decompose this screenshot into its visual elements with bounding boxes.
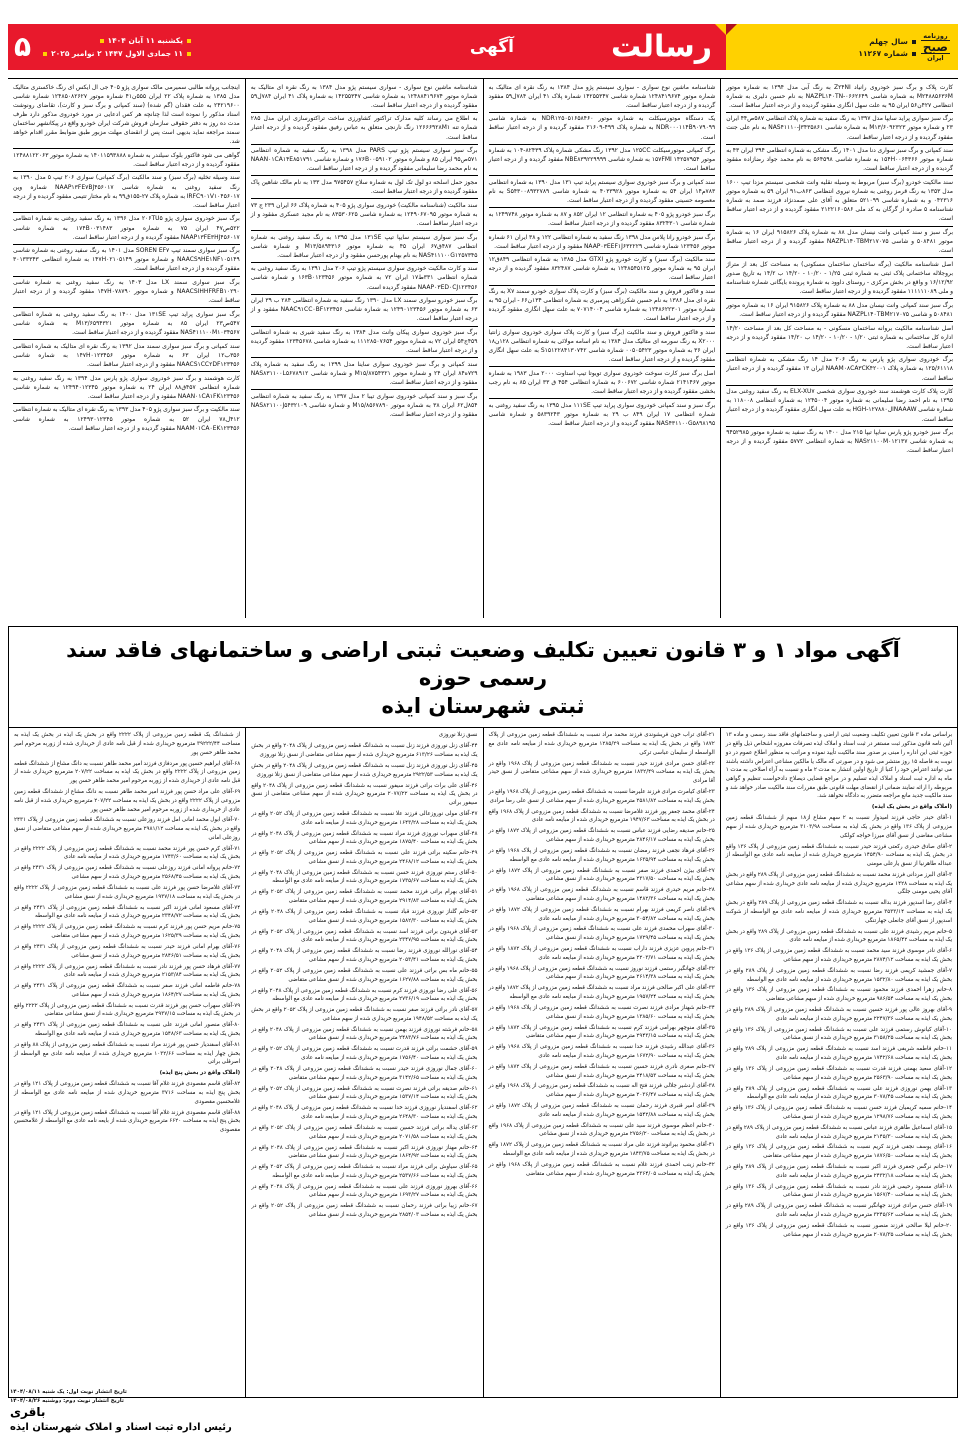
issue-line <box>858 49 915 58</box>
notice-entry: ۶۳-آقای یداله براتی فرزند حسین نسبت به ششدانگ قطعه زمین مزروعی از پلاک ۲۰۵۲ واقع در بخش یک ایذه به مساحت ۲۰۷۱/۵۸ مترمربع خریداری شده از سهم مشاعی <box>251 1124 478 1140</box>
notice-entry: ۵۲-خانم گلناز نوروزی فرزند قباد نسبت به ششدانگ قطعه زمین مزروعی از پلاک ۲۰۴۸ واقع در بخش یک ایذه به مساحت ۱۵۸۲/۳۰ مترمربع خریداری شده از نسق مشاعی <box>251 909 478 924</box>
corner-fold-icon <box>715 24 726 35</box>
notice-title <box>29 636 937 720</box>
square-bullet-icon <box>912 40 916 44</box>
classified-ad: برگ کمپانی موتورسیکلت ۱۲۵CC مدل ۱۳۹۲ رنگ مشکی شماره پلاک ۸۲۴۳۹-۱۰۴ به شماره موتور ۱۴۲۵۷۹۵۴ ۱۵۷FMI به شماره شاسی NBE۸۳۹۲۲۹۹۹۹ مفقود گردیده و از درجه اعتبار ساقط است. <box>489 145 716 177</box>
classified-ad: سند و فاکتور فروش و سند مالکیت (برگ سبز) و کارت پلاک سواری خودرو سمند X۷ به رنگ نقره ای مدل ۱۳۸۶ به نام حسین شکرزاهی پیرمبری به شماره انتظامی ۱۳۴ن۶۶ - ایران ۹۵ به شماره موتور ۱۲۴۸۶۲۲۳۰۱ به شماره شاسی ۷۰۷۱۴۰۰۴ به علت سهل انگاری مفقود گردیده و از درجه اعتبار ساقط است. <box>489 286 716 327</box>
notice-entry: ۶۱-خانم صدیقه براتی فرزند نصرت نسبت به ششدانگ قطعه زمین مزروعی از پلاک ۲۰۵۲ واقع در بخش یک ایذه به مساحت ۱۵۳۷/۱۴ مترمربع خریداری شده از نسق مشاعی <box>251 1085 478 1101</box>
notice-entry: ۳۴-خانم شهناز مرادی فرزند نصرت نسبت به ششدانگ قطعه زمین مزروعی از پلاک ۱۹۶۸ واقع در بخش یک ایذه به مساحت ۱۳۸۵/۶۰ مترمربع خریداری شده از نسق مشاعی <box>488 1004 715 1020</box>
section-title: آگهی <box>469 37 514 57</box>
classified-ads-section <box>8 78 958 618</box>
notice-entry: نسق زنلا نوروزی <box>438 732 478 739</box>
classified-ad: اصل شناسنامه مالکیت بروانه ساختمان مسکونی - به مساحت کل بعد از مساحت ۱۴/۲۰ اداره کل ساختمانی به شماره ثبتی ۱/۲۰ - ۱۰/۲۰ - ۱۴/۲۰ ب ۱۴/۲۰ مفقود گردیده و از درجه اعتبار ساقط است. <box>726 322 953 354</box>
date-lunar-gregorian: ۱۱ جمادی الاول ۱۴۴۷ ۲ نوامبر ۲۰۲۵ <box>51 49 183 58</box>
classified-ad: سند کمپانی و برگ سبز خودروی سواری سیستم پراید تیپ ۱۳۱ مدل ۱۳۹۰ به شماره انتظامی ۷۸۳م۱۴ ایران ۵۴ به شماره موتور ۴۰۳۳۹۲۸ به شماره شاسی S۵۴۳۰۰۸۹۳۲۷۸۹ به نام معصومه حسینی مفقود گردیده و از درجه اعتبار ساقط است. <box>489 176 716 208</box>
classified-ad: برگ سبز سواری پراید سایپا مدل ۱۳۹۷ به رنگ سفید به شماره پلاک انتظامی ۵۸۷ص۴۴ ایران ۲۳ و شماره موتور M۱۳/۶۰۹۲۳۲۳ به شماره شاسی NAS۴۱۱۱۰-J۳۴۳۵۸۶۱ به نام علی جنت مفقود گردیده و از درجه اعتبار ساقط است. <box>726 113 953 145</box>
notice-entry: براساس ماده ۳ قانون تعیین تکلیف وضعیت ثبتی اراضی و ساختمانهای فاقد سند رسمی و ماده ۱۳ آئین نامه قانون مذکور ثبت مستقر در ثبت اسناد و املاک ایذه تصرفات مفروزه اشخاص ذیل واقع در حوزه ثبتی این اداره را مبنی بر صدور سند مالکیت تأیید نموده و مراتب به منظور اطلاع عموم در دو نوبت به فاصله ۱۵ روز منتشر می شود و در صورتی که مالک یا مالکین مشاعی اعتراض داشته باشند می توانند اعتراض خود را کتبا از تاریخ اولین انتشار به مدت ۲ ماه و نسبت به آراء اصلاحی به مدت ۱ ماه به اداره ثبت اسناد و املاک ایذه تسلیم و در مراجع قضایی دیصلاح دادخواست تنظیم و گواهی مربوطه را ارائه نمایند ضمانی از انقضای مهلت قانونی طبق مقررات سند مالکیت صادر خواهد شد و سند مالکیت جدید مانع مراجعه متضرر به دادگاه نخواهد شد. <box>725 732 953 800</box>
notice-entry: ۲۲-آقای حسن مرادی فرزند حیدر نسبت به ششدانگ قطعه زمین مزروعی از پلاک ۱۹۶۸ واقع در بخش یک ایذه به مساحت ۱۸۳۲/۴۹ مترمربع خریداری شده از سهم مشاعی متقاضی از نسق حیدر آقا مرادی <box>488 760 715 785</box>
notice-entry: ۱۳-آقای بهمن نوروزی فرزند علی نسبت به ششدانگ قطعه زمین مزروعی از پلاک ۲۸۹ واقع در بخش یک ایذه به مساحت ۳۰۷۸/۴۵ مترمربع خریداری شده از مبایعه نامه عادی مع الواسطه <box>725 1085 952 1101</box>
notice-entry: ۶۰-آقای جمال نوروزی فرزند حیدر نسبت به ششدانگ قطعه زمین مزروعی از پلاک ۲۰۴۸ واقع در بخش یک ایذه به مساحت ۳۱۴۲/۶۵ مترمربع خریداری شده از سهم مشاعی متقاضی <box>251 1066 478 1081</box>
notice-entry: ۳۳-آقای علی اکبر صالحی فرزند مراد نسبت به ششدانگ قطعه زمین مزروعی از پلاک ۱۸۷۲ واقع در بخش یک ایذه به مساحت ۱۹۵۷/۲۴ مترمربع خریداری شده از مبایعه نامه عادی مع الواسطه <box>488 985 715 1001</box>
notice-entry: ۴۶-آقای علی برات براتی فرزند سیفور نسبت به ششدانگ قطعه زمین مزروعی از پلاک ۲۰۴۸ واقع در بخش یک ایذه به مساحت ۲۰۷۷/۲۲ مترمربع خریداری شده از سهم مشاعی متقاضی از نسق سیفور براتی <box>251 782 478 806</box>
masthead-title: رسالت <box>610 29 712 65</box>
classified-ad: کارت هوشمند و برگ سبز خودروی سواری پژو پارس مدل ۱۳۹۴ به رنگ سفید روغنی به شماره انتظامی ۴۵۷ق۸۸ ایران ۲۴ به شماره موتور ۱۲۴۹۴۰۱۲۳۴۵ به شماره شاسی NAAN۰۱CA۱FK۱۲۳۴۵۶ مفقود و از درجه اعتبار ساقط است. <box>13 372 240 404</box>
notice-entry: ۸۲-آقای قاسم مقصودی فرزند غلام آقا نسبت به ششدانگ قطعه زمین مزروعی از پلاک ۱۲۱ واقع در بخش پنج ایذه به مساحت ۳۷۱۶ مترمربع خریداری شده از مبایعه نامه عادی مع الواسطه از غلامحسین مقصودی <box>14 1081 241 1105</box>
notice-body <box>9 728 957 1397</box>
notice-entry: ۶۴-خانم مهناز نوروزی فرزند اکبر نسبت به ششدانگ قطعه زمین مزروعی از پلاک ۲۰۴۸ واقع در بخش یک ایذه به مساحت ۱۸۶۴/۹۲ مترمربع خریداری شده از نسق مشاعی متقاضی <box>251 1144 478 1160</box>
classified-ad: برگ سبز خودرو سواری سمند LX مدل ۱۳۹۰ رنگ سفید به شماره انتظامی ۲۸۴ ب ۳۹ ایران ۶۳ به شماره موتور ۱۲۴۹۰۱۲۳۴۵۶ به شماره شاسی NAAC۹۱CC۰BF۱۲۳۴۵۶ مفقود و از درجه اعتبار ساقط است. <box>251 295 478 327</box>
classified-ad: برگ سبز خودرو پژو ۴۰۵ به شماره انتظامی ۱۲ ایران ۸۵۲ و ۸۷ به شماره موتور ۱۲۴۹۷۴۸ به شماره شاسی ۸۳۲۴۳۰۱ مفقود گردیده و از درجه اعتبار ساقط است. <box>489 208 716 231</box>
brand-bottom-label: ایران <box>927 54 944 62</box>
notice-entry: ۵۱-آقای بهرام براتی فرزند محمد نسبت به ششدانگ قطعه زمین مزروعی از پلاک ۲۰۵۲ واقع در بخش یک ایذه به مساحت ۲۹۱۴/۸۳ مترمربع خریداری شده از سهم مشاعی متقاضی <box>251 889 478 905</box>
notice-entry: ۳۸-آقای اردشیر جلالی فرزند فتح اله نسبت به ششدانگ قطعه زمین مزروعی از پلاک ۱۹۶۸ واقع در بخش یک ایذه به مساحت ۲۰۳۶/۴۷ مترمربع خریداری شده از سهم مشاعی <box>488 1083 715 1099</box>
notice-entry: ۱۶-آقای یوسف نجفی فرزند کریم نسبت به ششدانگ قطعه زمین مزروعی از پلاک ۱۳۶ واقع در بخش یک ایذه به مساحت ۱۸۷۶/۵۰ مترمربع خریداری شده از سهم مشاعی متقاضی <box>725 1144 952 1160</box>
square-bullet-icon <box>187 52 191 56</box>
classified-ad: به اطلاع می رساند کلیه مدارک تراکتور کشاورزی ساخت تراکتورسازی ایران مدل ۲۸۵ شماره تنه ۱۲۶۶۶۹۲۸M۱ رنگ نارنجی متعلق به عباس رفیق مفقود گردیده و از درجه اعتبار ساقط است. <box>251 113 478 145</box>
notice-entry: ۳-آقای البرز مردانی فرزند محمد نسبت به ششدانگ قطعه زمین مزروعی از پلاک ۲۸۹ واقع در بخش یک ایذه به مساحت ۱۴۲۸ مترمربع خریداری شده از مبایعه نامه عادی خریداری شده از سهم مشاعی آقای یحیی مومنی جلگی <box>725 871 953 896</box>
classified-ad: کارت پلاک کارت هوشمند سند خودروی سواری شخصی ELX-XU۷ به رنگ سفید روغنی مدل ۱۳۹۵ به نام احمد رضا سلیمانی به شماره موتور ۱۲۴۵۰۰۴ به شماره انتظامی ۱۱۸۰۰۸ به شماره شاسی NAAAWالHGH-۱۲۷۸۸۰ به علت سهل انگاری مفقود گردیده و از درجه اعتبار ساقط است. <box>726 386 953 427</box>
masthead-date-group <box>14 24 195 70</box>
notice-entry: ۷۰-آقای ابول محمد امانی امل فرزند روزعلی نسبت به ششدانگ قطعه زمین مزروعی از پلاک ۲۴۳۱ واقع در بخش یک ایذه به مساحت ۲۹۸۱/۱۲ مترمربع خریداری شده از سهم مشاعی متقاضی از نسق روزعلی امانی <box>14 817 241 841</box>
notice-entry: ۷۳-آقای غلامرضا حسن پور فرزند علی نسبت به ششدانگ قطعه زمین مزروعی از پلاک ۲۲۲۲ واقع در بخش یک ایذه به مساحت ۱۹۳۷/۱۸ مترمربع خریداری شده از نسق مشاعی <box>14 885 241 900</box>
notice-entry: ۴۱-آقای محمود بیرانوند فرزند علی مراد نسبت به ششدانگ قطعه زمین مزروعی از پلاک ۱۸۷۲ واقع در بخش یک ایذه به مساحت ۱۸۴۳/۷۵ مترمربع خریداری شده از مبایعه نامه عادی مع الواسطه <box>488 1142 715 1158</box>
notice-entry: ۴۰-خانم اعظم موسوی فرزند سید علی نسبت به ششدانگ قطعه زمین مزروعی از پلاک ۱۹۶۸ واقع در بخش یک ایذه به مساحت ۲۷۵۶/۲۰ مترمربع خریداری شده از نسق مشاعی <box>488 1122 715 1138</box>
notice-entry: ۱۸-آقای مسعود رحیمی فرزند نادر نسبت به ششدانگ قطعه زمین مزروعی از پلاک ۱۳۶ واقع در بخش یک ایذه به مساحت ۱۵۶۷/۴۰ مترمربع خریداری شده از نسق مشاعی <box>725 1183 952 1199</box>
notice-entry: ۶۷-خانم زیبا براتی فرزند رحمان نسبت به ششدانگ قطعه زمین مزروعی از پلاک ۲۰۵۲ واقع در بخش یک ایذه به مساحت ۲۸۵۴/۰۳ مترمربع خریداری شده از نسق مشاعی <box>251 1203 478 1219</box>
classified-ad: سند کمپانی و برگ سبز سواری سمند مدل ۱۳۹۲ به رنگ نقره ای متالیک به شماره انتظامی ۳۵۶ب۱۲ ایران ۶۳ به شماره موتور ۱۴۷H۰۱۲۳۴۵۶ به شماره شاسی NAACS۱CC۲DF۱۲۳۴۵۶ مفقود و از درجه اعتبار ساقط است. <box>13 340 240 372</box>
notice-entry: ۷۵-خانم مریم حسن پور فرزند کرم نسبت به ششدانگ قطعه زمین مزروعی از پلاک ۲۲۲۲ واقع در بخش یک ایذه به مساحت ۱۶۲۵/۳۹ مترمربع خریداری شده از سهم مشاعی متقاضی <box>14 924 241 939</box>
notice-entry: ۳۲-آقای جهانگیر رستمی فرزند نوروز نسبت به ششدانگ قطعه زمین مزروعی از پلاک ۱۹۶۸ واقع در بخش یک ایذه به مساحت ۲۶۱۴/۳۸ مترمربع خریداری شده از سهم مشاعی <box>488 965 715 981</box>
notice-entry: ۳۱-خانم پروین عزیزی فرزند داراب نسبت به ششدانگ قطعه زمین مزروعی از پلاک ۱۸۷۲ واقع در بخش یک ایذه به مساحت ۲۲۰۳/۷۱ مترمربع خریداری شده از مبایعه نامه عادی <box>488 946 715 961</box>
notice-entry: ۲۱-آقای تراب خون فریشوندی فرزند محمد مراد نسبت به ششدانگ قطعه زمین مزروعی از پلاک ۱۸۷۲ واقع در بخش یک ایذه به مساحت ۱۲۸۵/۲۹ مترمربع خریداری شده از مبایعه نامه عادی مع الواسطه از سلیمان عباسی ترکی <box>488 732 715 756</box>
notice-column-3 <box>245 728 482 1397</box>
notice-entry: ۷۶-آقای بهرام امانی فرزند حیدر نسبت به ششدانگ قطعه زمین مزروعی از پلاک ۲۴۳۱ واقع در بخش یک ایذه به مساحت ۲۸۴۶/۵۱ مترمربع خریداری شده از نسق مشاعی <box>14 943 241 959</box>
notice-entry: ۴۸-آقای سهراب نوروزی فرزند مراد نسبت به ششدانگ قطعه زمین مزروعی از پلاک ۲۰۴۸ واقع در بخش یک ایذه به مساحت ۱۸۷۵/۴۰ مترمربع خریداری شده از سهم مشاعی <box>251 830 478 846</box>
notice-header <box>9 627 957 728</box>
square-bullet-icon <box>187 39 191 43</box>
year-label: سال چهلم <box>869 36 908 46</box>
notice-entry: ۲۷-آقای بیژن احمدی فرزند صفر نسبت به ششدانگ قطعه زمین مزروعی از پلاک ۱۸۷۲ واقع در بخش یک ایذه به مساحت ۲۳۱۷/۵۰ مترمربع خریداری شده از نسق مشاعی <box>488 867 715 883</box>
corner-fold-icon <box>726 24 737 35</box>
notice-entry: ۳۰-آقای سهراب محمدی فرزند علی نسبت به ششدانگ قطعه زمین مزروعی از پلاک ۱۹۶۸ واقع در بخش یک ایذه به مساحت ۱۷۲۹/۴۵ مترمربع خریداری شده از نسق مشاعی <box>488 926 715 942</box>
square-bullet-icon <box>912 52 916 56</box>
notice-entry: ۴-آقای رضا اسدپور فرزند بداله نسبت به ششدانگ قطعه زمین مزروعی از پلاک ۲۸۹ واقع در بخش یک ایذه به مساحت ۳۵۳۳/۱۴ مترمربع خریداری شده از مبایعه نامه عادی مع الواسطه از شوکت اسدپور از نسق آقای جانعلی جهارتنگی <box>725 900 952 924</box>
notice-entry: ۲۰-خانم لیلا صالحی فرزند منصور نسبت به ششدانگ قطعه زمین مزروعی از پلاک ۱۳۶ واقع در بخش یک ایذه به مساحت ۲۰۷۸/۳۵ مترمربع خریداری شده از سهم مشاعی <box>725 1222 952 1238</box>
classified-ad: برگ سبز سواری سمند تیپ SOREN EF۷ مدل ۱۴۰۱ به رنگ سفید روغنی به شماره شاسی NAACS۹HE۱NF۱۰۵۱۴۹ و شماره موتور ۱۴۷H۰۲۱۰۵۱۴۹ به شماره انتظامی ۳۰۱۳۳۳۴۳ مفقود گردیده و از درجه اعتبار ساقط است. <box>13 245 240 277</box>
square-bullet-icon <box>43 52 47 56</box>
notice-entry: ۱۱-خانم فاطمه شریفی فرزند اسد نسبت به ششدانگ قطعه زمین مزروعی از پلاک ۲۸۹ واقع در بخش یک ایذه به مساحت ۱۷۴۲/۶۸ مترمربع خریداری شده از مبایعه نامه عادی <box>725 1046 952 1062</box>
notice-entry: ۵۷-آقای نادر براتی فرزند صفر نسبت به ششدانگ قطعه زمین مزروعی از پلاک ۲۰۵۲ واقع در بخش یک ایذه به مساحت ۱۹۴۸/۵۲ مترمربع خریداری شده از سهم مشاعی <box>251 1007 478 1022</box>
signature-block <box>10 1388 232 1434</box>
classified-ad: برگ سبز سواری پراید تیپ ۱۳۱SE مدل ۱۴۰۰ به رنگ سفید روغنی به شماره انتظامی ۵۴۷ص۲۳ ایران ۸۵ به شماره موتور M۱۳/۶۵۹۴۳۲۱ به شماره شاسی NAS۴۱۱۱۰۰M۱۰۳۴۵۶۷ مفقود گردیده و از درجه اعتبار ساقط است. <box>13 308 240 340</box>
date-other-line <box>39 49 195 58</box>
masthead-red-bar <box>8 24 726 70</box>
classified-ad: سند مالکیت (برگ سبز) و کارت خودرو پژو GTXI مدل ۱۳۸۵ به شماره انتظامی ۸۴۹ق۱۲ ایران ۹۵ به شماره موتور ۱۲۴۸۵۴۵۱۲۵ به شماره شاسی ۸۳۲۴۸۷ مفقود گردیده و از درجه اعتبار ساقط است. <box>489 254 716 286</box>
classified-ad: اینجانب پروانه طالبی سمیرمی مالک سواری پژو ۴۰۵ جی ال ایکس ای رنگ خاکستری متالیک مدل ۱۳۸۵ به شماره پلاک ۲۲ ایران ۵۵۵ن۴۱ شماره موتور ۱۲۴۸۵۰۸۲۶۲۷ شماره شاسی ۲۴۲۱۹۶۰۰ به علت فقدان (گم شده) (سند کمپانی و برگ سبز و کارت)، تقاضای رونوشت اسناد مذکور را نموده است لذا چنانچه هر کس ادعایی در مورد خودروی مذکور دارد ظرف مدت ده روز به دفتر حقوقی سازمان فروش شرکت ایران خودرو واقع در پیکانشهر ساختمان سمند مراجعه نماید بدیهی است پس از انقضای مهلت مزبور طبق ضوابط مقرر اقدام خواهد شد. <box>13 81 240 149</box>
notice-entry: ۲۸-خانم مریم حیدری فرزند قاسم نسبت به ششدانگ قطعه زمین مزروعی از پلاک ۱۹۶۸ واقع در بخش یک ایذه به مساحت ۱۴۸۲/۳۶ مترمربع خریداری شده از سهم مشاعی متقاضی <box>488 887 715 902</box>
classified-ad: سند کمپانی و برگ سبز سواری دنا مدل ۱۴۰۱ رنگ مشکی به شماره انتظامی ۳۹۴ ایران ۴۳ به شماره موتور ۱۵۴H۰۰۶۴۳۶۶ به شماره شاسی ۵۶۴۵۹۸ به نام محمد جواد رضازاده مفقود گردیده و از درجه اعتبار ساقط است. <box>726 145 953 177</box>
classified-ad: برگ سبز خودروی سواری پژو ۲۰۶TU۵ مدل ۱۳۹۶ به رنگ سفید روغنی به شماره انتظامی ۵۲۲ص۴۷ ایران ۷۵ به شماره موتور ۱۷۴B۰۰۳۱۴۸۳ به شماره شاسی NAAP۱۳FE۳HJ۴۵۶۰۱۷ مفقود گردیده و از درجه اعتبار ساقط است. <box>13 213 240 245</box>
notice-entry: ۵۸-خانم فرشته نوروزی فرزند بهمن نسبت به ششدانگ قطعه زمین مزروعی از پلاک ۲۰۴۸ واقع در بخش یک ایذه به مساحت ۲۴۸۳/۷۶ مترمربع خریداری شده از نسق مشاعی <box>251 1026 478 1042</box>
notice-entry: ۵۳-آقای فریدون براتی فرزند اسد نسبت به ششدانگ قطعه زمین مزروعی از پلاک ۲۰۵۲ واقع در بخش یک ایذه به مساحت ۲۳۴۷/۹۵ مترمربع خریداری شده از مبایعه نامه عادی <box>251 928 478 944</box>
classified-ad: برگ سبز خودروی سواری پیکان وانت مدل ۱۳۸۴ به رنگ سفید شیری به شماره انتظامی ۴۵۹ج۵۴ ایران ۷۲ به شماره موتور ۱۱۱۲۸۵۰۷۶۵۴ به شماره شاسی ۱۲۳۴۵۶۷۸ مفقود گردیده و از درجه اعتبار ساقط است. <box>251 327 478 359</box>
notice-entry: ۱-آقای حیدر حاجی فرزند امیدوار نسبت به ۲ سهم مشاع از۱۸ سهم از ششدانگ قطعه زمین مزروعی از پلاک ۱۳۶ واقع در بخش یک ایذه به مساحت ۳۱۰۳/۹۸ مترمربع خریداری شده از سهم مشاعی مقاضی از نسق آقای میرزا خواجه کولکی <box>725 815 953 839</box>
publication-dates <box>10 1388 232 1405</box>
date-solar-line <box>39 36 195 45</box>
notice-entry: ۵۵-خانم ماه بس براتی فرزند علی نسبت به ششدانگ قطعه زمین مزروعی از پلاک ۲۰۵۲ واقع در بخش یک ایذه به مساحت ۱۶۲۷/۸۸ مترمربع خریداری شده از نسق مشاعی متقاضی <box>251 967 478 983</box>
brand-stack <box>921 33 950 62</box>
notice-entry: ۶۲-آقای اسفندیار نوروزی فرزند خدا نسبت به ششدانگ قطعه زمین مزروعی از پلاک ۲۰۴۸ واقع در بخش یک ایذه به مساحت ۲۶۴۸/۳۰ مترمربع خریداری شده از مبایعه نامه عادی <box>251 1105 478 1120</box>
notice-column-1 <box>720 728 957 1397</box>
notice-entry: ۲-آقای صادق حیدری رکعتی فرزند حیدر نسبت به ششدانگ قطعه زمین مزروعی از پلاک ۱۳۶ واقع در بخش یک ایذه به مساحت ۱۴۵۴/۹۰ مترمربع خریداری شده از مبایعه نامه عادی مع الواسطه از عبداله طاهرنیا از نسق یارعلی مومنی <box>725 843 952 867</box>
brand-mid-label: صبح <box>922 40 948 54</box>
issue-info <box>858 37 915 58</box>
notice-subheading: (املاک واقع در بخش یک ایذه) <box>871 804 952 811</box>
ads-column-1 <box>720 79 958 618</box>
notice-entry: ۶۹-آقای علی مراد حسن پور فرزند امیر محمد طاهر نسبت به دانگ مشاع از ششدانگ قطعه زمین مزروعی از پلاک ۲۲۲۲ واقع در بخش یک ایذه به مساحت ۲۰۷/۲۲ مترمربع خریداری شده از قبل نامه عادی از خریداری شده از زوربه مرحوم امیر محمد طاهر حسن پور <box>14 789 241 813</box>
notice-entry: ۵-خانم مریم رشیدی فرزند علی نسبت به ششدانگ قطعه زمین مزروعی از پلاک ۲۸۹ واقع در بخش یک ایذه به مساحت ۱۸۶۵/۴۲ مترمربع خریداری شده از مبایعه نامه عادی <box>725 928 952 944</box>
notice-column-4 <box>9 728 245 1397</box>
notice-entry: ۵۶-آقای علی رضا نوروزی فرزند کرم نسبت به ششدانگ قطعه زمین مزروعی از پلاک ۲۰۴۸ واقع در بخش یک ایذه به مساحت ۲۷۳۶/۱۹ مترمربع خریداری شده از مبایعه نامه عادی مع الواسطه <box>251 987 478 1003</box>
notice-entry: ۷۴-آقای مسعود امانی فرزند اکبر نسبت به ششدانگ قطعه زمین مزروعی از پلاک ۲۴۳۱ واقع در بخش یک ایذه به مساحت ۲۳۴۸/۷۲ مترمربع خریداری شده از مبایعه نامه عادی مع الواسطه <box>14 904 241 920</box>
notice-entry: ۷-آقای جمشید کریمی فرزند رضا نسبت به ششدانگ قطعه زمین مزروعی از پلاک ۲۸۹ واقع در بخش یک ایذه به مساحت ۱۵۳۲/۸۰ مترمربع خریداری شده از مبایعه نامه عادی مع الواسطه <box>725 967 952 983</box>
classified-ad: شناسنامه ماشین نوع سواری - سواری سیستم پژو مدل ۱۳۸۴ به رنگ نقره ای متالیک به شماره موتور ۱۲۴۸۴۱۹۶۷۴ شماره شاسی ۱۴۲۵۵۳۴۷ شماره پلاک ۴۱ ایران ۷۸۴ل۵۹ مفقود گردیده و از درجه اعتبار ساقط است. <box>489 81 716 113</box>
notice-entry: ۳۹-آقای امیر قنبری فرزند رحمان نسبت به ششدانگ قطعه زمین مزروعی از پلاک ۱۸۷۲ واقع در بخش یک ایذه به مساحت ۱۵۴۲/۸۸ مترمربع خریداری شده از مبایعه نامه عادی <box>488 1103 715 1118</box>
classified-ad: برگ سبز خودرو پژو پارس سایپا تیپا ۲۱۵ مدل ۱۴۰۰ به رنگ سفید به شماره موتور ۹۴۵۲۹۸۵ به شماره شاسی NAS۲۱۱۰۰M۰۱۲۱۳۷ به شماره انتظامی ۵۷۷۲ مفقود گردیده و از درجه اعتبار ساقط است. <box>726 429 954 455</box>
notice-entry: از ششدانگ یک قطعه زمین مزروعی از پلاک ۲۲۲۲ واقع در بخش یک ایذه در بخش یک ایذه به مساحت ۳۹۲۲۲/۴۴ مترمربع خریداری شده از قبل نامه عادی از خریداری شده از زوربه مرحوم امیر محمد طاهر حسن پور <box>14 732 241 756</box>
year-line <box>858 37 915 46</box>
notice-entry: ۸۸-آقای قاسم مقصودی فرزند غلام آقا نسبت به ششدانگ قطعه زمین مزروعی از پلاک ۱۲۱ واقع در بخش پنج ایذه به مساحت ۶۶۲۰ مترمربع خریداری شده از بایعه نامه عادی مع الواسطه از غلامحسین مقصودی <box>14 1109 241 1134</box>
classified-ad: سند کمپانی و برگ سبز خودروی سواری ساینا مدل ۱۳۹۹ به رنگ سفید به شماره پلاک ۷۲۹ه۸۴ ایران ۲۴ و شماره موتور M۱۵/۸۷۵۴۳۲۱ و شماره شاسی NAS۸۳۱۱۰۰L۵۶۷۸۹۱۲ مفقود و از درجه اعتبار ساقط است. <box>251 358 478 390</box>
classified-ad: سند مالکیت (شناسنامه مالکیت) خودروی سواری پژو ۴۰۵ به شماره پلاک ۶۶ ایران ۲۳۹ ج ۷۳ به شماره موتور ۱۲۴۹۰۶۷۰۹۵ به شماره شاسی ۸۳۵۳۰۶۲۵ به نام مجید عسکری مفقود و از درجه اعتبار ساقط است. <box>251 199 478 231</box>
notice-entry: ۵۹-آقای حشمت براتی فرزند قدرت نسبت به ششدانگ قطعه زمین مزروعی از پلاک ۲۰۵۲ واقع در بخش یک ایذه به مساحت ۱۷۵۶/۴۰ مترمربع خریداری شده از مبایعه نامه عادی <box>251 1046 478 1062</box>
issue-label: شماره ۱۱۲۶۷ <box>858 48 908 58</box>
notice-entry: ۴۵-آقای زنل نوروزی فرزند زنل نسبت به ششدانگ قطعه زمین مزروعی از پلاک ۲۰۴۸ واقع در بخش یک ایذه به مساحت ۲۹۲۲/۵۳ مترمربع خریداری شده از سهم مشاعی متقاضی از نسق زنلا نوروزی <box>251 762 478 778</box>
notice-entry: ۳۵-آقای منوچهر بهرامی فرزند کرم نسبت به ششدانگ قطعه زمین مزروعی از پلاک ۱۸۷۲ واقع در بخش یک ایذه به مساحت ۲۹۴۳/۱۵ مترمربع خریداری شده از سهم مشاعی متقاضی <box>488 1024 715 1040</box>
notice-subheading: (املاک واقع در بخش پنج ایذه) <box>159 1070 241 1077</box>
notice-entry: ۲۳-آقای کیامرث مرادی فرزند علیرضا نسبت به ششدانگ قطعه زمین مزروعی از پلاک ۱۹۶۸ واقع در بخش یک ایذه به مساحت ۲۵۸۱/۸۲ مترمربع خریداری شده از سهم مشاعی از نسق علی رضا مرادی <box>488 789 715 804</box>
classified-ad: اصل برگ سبز کارت سوخت خودروی سواری تویوتا تیپ استاوت ۲۰۰۰ مدل ۱۹۸۳ به شماره موتور ۲۱۴۱۴۶۷ شماره شاسی ۶۰۰۶۷۲ به شماره انتظامی ۴۵۴ ق ۳۳ ایران ۸۵ به نام رجب بخشی مفقود گردیده و از درجه اعتبار ساقط است. <box>489 367 716 399</box>
notice-entry: ۷۱-آقای کرم حسن پور فرزند محمد نسبت به ششدانگ قطعه زمین مزروعی از پلاک ۲۲۲۲ واقع در بخش یک ایذه به مساحت ۱۷۴۳/۶۰ مترمربع خریداری شده از مبایعه نامه عادی <box>14 845 241 861</box>
notice-entry: ۶۶-آقای بهروز نوروزی فرزند علی نسبت به ششدانگ قطعه زمین مزروعی از پلاک ۲۰۴۸ واقع در بخش یک ایذه به مساحت ۱۶۹۳/۲۷ مترمربع خریداری شده از سهم مشاعی <box>251 1183 478 1199</box>
signature-role: رئیس اداره ثبت اسناد و املاک شهرستان ایذه <box>10 1422 232 1433</box>
notice-entry: ۶-آقای نادر موسوی فرزند سید محمد نسبت به ششدانگ قطعه زمین مزروعی از پلاک ۱۳۶ واقع در بخش یک ایذه به مساحت ۲۸۷۴/۱۲ مترمربع خریداری شده از سهم مشاعی <box>725 948 952 963</box>
notice-title-line-1: آگهی مواد ۱ و ۳ قانون تعیین تکلیف وضعیت ثبتی اراضی و ساختمانهای فاقد سند رسمی حوزه <box>66 638 900 691</box>
masthead-brand-block <box>726 24 958 70</box>
classified-ad: برگ سبز سند کمپانی وانت نیسان مدل ۸۸ به شماره پلاک ۹۱۵۸۲۶ ایران ۱۶ به شماره موتور ۵۰۸۴۸۱ و شاسی NAZPL۱۴۰TBM۲۱۷۰۷۵ مفقود گردیده و از درجه اعتبار ساقط است. <box>726 299 953 322</box>
ads-column-4 <box>8 79 245 618</box>
classified-ad: شناسنامه ماشین نوع سواری - سواری سیستم پژو مدل ۱۳۸۴ به رنگ نقره ای متالیک به شماره موتور ۱۲۴۸۸۴۱۹۶۷۴ به شماره شاسی ۱۴۲۵۵۳۴۷ به شماره پلاک ۴۱ ایران ۷۸۴ل۵۹ مفقود گردیده و از درجه اعتبار ساقط است. <box>251 81 478 113</box>
notice-entry: ۲۵-خانم صدیقه رضایی فرزند عباس نسبت به ششدانگ قطعه زمین مزروعی از پلاک ۱۸۷۲ واقع در بخش یک ایذه به مساحت ۲۸۴۶/۱۷ مترمربع خریداری شده از سهم مشاعی <box>488 828 715 844</box>
publication-second: تاریخ انتشار نوبت دوم: دوشنبه ۱۴۰۴/۰۸/۲۶ <box>10 1397 124 1404</box>
notice-entry: ۷۷-آقای فرهاد حسن پور فرزند نادر نسبت به ششدانگ قطعه زمین مزروعی از پلاک ۲۲۲۲ واقع در بخش یک ایذه به مساحت ۲۱۵۳/۸۴ مترمربع خریداری شده از مبایعه نامه عادی <box>14 963 241 979</box>
classified-ad: برگ سبز سواری سیستم پژو تیپ PARS مدل ۱۳۹۸ به رنگ سفید به شماره انتظامی ۵۷۱ص۹۵ ایران ۸۵ و شماره موتور ۱۷۶B۰۰۵۹۱۰۲ و شماره شاسی NAAN۰۱CA۱۴E۸۵۱۷۹۱ به نام محمد رضا سلیمانی مفقود گردیده و از درجه اعتبار ساقط است. <box>251 145 478 177</box>
legal-notice-box <box>8 626 958 1398</box>
classified-ad: سند وسیله تخلیه (برگ سبز) و سند مالکیت (برگ کمپانی) سواری ۲۰۶ تیپ ۵ مدل ۱۳۹۰ به رنگ سفید روغنی به شماره شاسی NAAP۱۳FE۷BJ۴۵۶۰۱۷ شماره وین IRFC۹۰۱V۱۰۴۵۶۰۱۷ به شماره پلاک ۲۷-۱۵۵ق۹۹ به نام مختار تتیمی مفقود گردیده و از درجه اعتبار ساقط است. <box>13 172 240 213</box>
notice-entry: ۸-خانم زهرا احمدی فرزند محمود نسبت به ششدانگ قطعه زمین مزروعی از پلاک ۱۳۶ واقع در بخش یک ایذه به مساحت ۹۸۶/۵۴ مترمربع خریداری شده از سهم مشاعی متقاضی <box>725 987 953 1003</box>
notice-entry: ۱۵-آقای اسماعیل طاهری فرزند عباس نسبت به ششدانگ قطعه زمین مزروعی از پلاک ۲۸۹ واقع در بخش یک ایذه به مساحت ۲۱۴۵/۳۰ مترمربع خریداری شده از مبایعه نامه عادی <box>725 1124 952 1140</box>
classified-ad: سند مالکیت و برگ سبز سواری پژو ۴۰۵ مدل ۱۳۹۳ به رنگ نقره ای متالیک به شماره انتظامی ۴۱۲ل۷۸ ایران ۵۲ به شماره موتور ۱۲۴۹۳۰۱۲۳۴۵ به شماره شاسی NAAM۰۱CA۰EK۱۲۳۴۵۶ مفقود گردیده و از درجه اعتبار ساقط است. <box>13 406 240 432</box>
notice-entry: ۴۴-آقای زنل نوروزی فرزند زنل نسبت به ششدانگ قطعه زمین مزروعی از پلاک ۲۰۴۸ واقع در بخش یک ایذه به مساحت ۶۱۳/۲۶ مترمربع خریداری شده از سهم مشاعی متقاضی از نسق زنلا نوروزی <box>251 743 478 758</box>
notice-title-line-2: ثبتی شهرستان ایذه <box>381 694 585 719</box>
notice-entry: ۸۱-آقای اسفندیار حسن پور فرزند مراد نسبت به ششدانگ قطعه زمین مزروعی از پلاک ۸۸ واقع در بخش چهار ایذه به مساحت ۱۰۳۲/۶۶ مترمربع خریداری شده از مبایعه نامه عادی مع الواسطه از اصرقلی براتی <box>14 1042 241 1066</box>
date-lines <box>39 36 195 58</box>
classified-ad: سند مالکیت خودرو (برگ سبز) مربوط به وسیله نقلیه وانت شخصی سیستم مزدا تیپ ۱۶۰۰ مدل ۱۳۵۳ به رنگ قرمز روغنی به شماره نیروی انتظامی ۸۶۳ب۹۱ ایران ۵۹ به شماره موتور ۰۴۲۳۱۶ و به شماره شاسی ۵۲۱۰۹۹ متعلق به آقای علی صمدنژاد فرزند صمد به شماره شناسنامه ۵ صادره از گرگان به کد ملی ۲۱۲۲۱۶۰۵۸۶ مفقود گردیده و از درجه اعتبار ساقط است. <box>726 176 953 226</box>
classified-ad: گواهی می شود فاکتور بلوک سیلندر به شماره ۱۴۰۱۱۵۹۳۸۸۸ به شماره موتور ۱۲۴۸۸۱۲۲۰۶۳ مفقود گردیده و از درجه اعتبار ساقط است. <box>13 149 240 172</box>
date-solar: یکشنبه ۱۱ آبان ۱۴۰۴ <box>107 36 183 45</box>
notice-entry: ۱۹-آقای حسن مرادی فرزند جهانگیر نسبت به ششدانگ قطعه زمین مزروعی از پلاک ۲۸۹ واقع در بخش یک ایذه به مساحت ۳۲۴۵/۶۲ مترمربع خریداری شده از مبایعه نامه عادی <box>725 1203 952 1219</box>
notice-entry: ۴۲-خانم زینب احمدی فرزند غلام نسبت به ششدانگ قطعه زمین مزروعی از پلاک ۱۹۶۸ واقع در بخش یک ایذه به مساحت ۲۳۶۴/۰۵ مترمربع خریداری شده از سهم مشاعی متقاضی <box>488 1161 715 1177</box>
classified-ad: برگ سبز و سند کمپانی خودروی سواری تیبا ۲ مدل ۱۳۹۷ به رنگ سفید به شماره انتظامی ۸۵۴ل۶۲ ایران ۳۸ به شماره موتور M۱۵/۸۵۶۷۸۹۰ و شماره شاسی NAS۸۲۱۱۰۰J۵۴۳۲۱۰۹ مفقود و از درجه اعتبار ساقط است. <box>250 392 478 418</box>
classified-ad: سند و فاکتور فروش و سند مالکیت (برگ سبز) و کارت پلاک سواری خودروی سواری زانتیا X۲۰۰۰ به رنگ سورمه ای متالیک مدل ۱۳۸۴ به نام اسامه مولائی به شماره انتظامی ۱۲۸ن۱۸ ایران ۳۶ به شماره موتور ۰۰۵۰۵۴۲۳ شماره شاسی S۱۵۱۲۲۸۴۱۳۰۷۴۲ به علت سهل انگاری مفقود گردیده و از درجه اعتبار ساقط است. <box>489 327 716 368</box>
notice-entry: ۶۸-آقای ابراهیم حسین پور مردفازی فرزند امیر محمد طاهر نسبت به دانگ مشاع از ششدانگ قطعه زمین مزروعی از پلاک ۲۲۲۲ واقع در بخش یک ایذه به مساحت ۲۰۷/۲۲ مترمربع خریداری شده از قبل نامه عادی از خریداری شده از زوربه مرحوم امیر محمد طاهر حسن پور <box>14 760 241 785</box>
notice-entry: ۷۹-آقای سهراب حسن پور فرزند قدرت نسبت به ششدانگ قطعه زمین مزروعی از پلاک ۲۲۲۲ واقع در بخش یک ایذه به مساحت ۲۹۳۷/۱۵ مترمربع خریداری شده از نسق مشاعی متقاضی <box>14 1002 241 1018</box>
notice-entry: ۲۹-آقای ناصر کریمی فرزند بهرام نسبت به ششدانگ قطعه زمین مزروعی از پلاک ۱۸۷۲ واقع در بخش یک ایذه به مساحت ۳۰۵۴/۸۲ مترمربع خریداری شده از مبایعه نامه عادی <box>488 906 715 922</box>
classified-ad: مجوز حمل اسلحه دو لول تک لول به شماره سلاح ۹۷۵۴۵۷ مدل ۱۳۳ به نام مالک شاهین پاک مفقود گردیده و از درجه اعتبار ساقط است. <box>251 176 478 199</box>
brand-top-label: روزنامه <box>923 31 948 40</box>
notice-entry: ۴۹-خانم سکینه براتی فرزند علی نسبت به ششدانگ قطعه زمین مزروعی از پلاک ۲۰۵۲ واقع در بخش یک ایذه به مساحت ۲۴۶۸/۱۲ مترمربع خریداری شده از نسق مشاعی <box>251 850 478 865</box>
brand-identity <box>858 33 950 62</box>
notice-entry: ۴۷-آقای مولی نوروزعالی فرزند علا نسبت به ششدانگ قطعه زمین مزروعی از پلاک ۲۰۵۲ واقع در بخش یک ایذه به مساحت ۱۶۴۳/۲۸ مترمربع خریداری شده از مبایعه نامه عادی <box>251 810 478 826</box>
notice-entry: ۵۴-آقای نورالله نوروزی فرزند رضا نسبت به ششدانگ قطعه زمین مزروعی از پلاک ۲۰۴۸ واقع در بخش یک ایذه به مساحت ۲۰۵۳/۴۱ مترمربع خریداری شده از سهم مشاعی <box>251 948 478 963</box>
classified-ad: برگ سبز سواری سمند LX مدل ۱۴۰۳ به رنگ سفید روغنی به شماره شاسی NAACSIHHFRFB۱۰۲۹۰ و شماره موتور ۱۴۷H۰۷۸۷۹۰ مفقود گردیده و از درجه اعتبار ساقط است. <box>13 277 240 309</box>
classified-ad: برگ سبز و سند کمپانی خودروی سواری پراید تیپ ۱۱۱SE مدل ۱۳۹۵ به رنگ سفید روغنی به شماره انتظامی ۱۷ ایران ۸۴۹ ب ۲۹ به شماره موتور ۵۸۳۹۲۴۳ و شماره شاسی NAS۴۳۱۱۰۰G۵۸۹۸۱۹۵ مفقود گردیده و از درجه اعتبار ساقط است. <box>488 401 716 427</box>
ads-column-2 <box>483 79 721 618</box>
masthead <box>8 24 958 70</box>
notice-entry: ۱۰-آقای کیانوش رستمی فرزند علی نسبت به ششدانگ قطعه زمین مزروعی از پلاک ۱۳۶ واقع در بخش یک ایذه به مساحت ۳۱۵۸/۲۵ مترمربع خریداری شده از نسق مشاعی <box>725 1026 952 1042</box>
classified-ad: اصل شناسنامه مالکیت (برگه ساختمان ساختمان مسکونی) به مساحت کل بعد از متراژ بروجلاله ساختمانی پلاک ثبتی به شماره ثبتی ۱/۲۵ - ۱۰/۲۰ - ۱۴/۲۰ ب ۱۴/۲ به تاریخ صدور ۱۶/۱۲/۹۲ و واقع در بخش مرکزی - روستای داوود به شماره پرونده بایگانی شماره شناسنامه و ملی ۱۱۱۱۱۱۰۸۹ مفقود گردیده و از درجه اعتبار ساقط است. <box>726 258 953 299</box>
notice-entry: ۱۲-آقای سعید بهمنی فرزند قدرت نسبت به ششدانگ قطعه زمین مزروعی از پلاک ۱۳۶ واقع در بخش یک ایذه به مساحت ۲۵۶۳/۹۰ مترمربع خریداری شده از سهم مشاعی <box>725 1065 952 1081</box>
notice-entry: ۳۷-خانم صغری نادری فرزند حسین نسبت به ششدانگ قطعه زمین مزروعی از پلاک ۱۸۷۲ واقع در بخش یک ایذه به مساحت ۲۴۱۸/۵۳ مترمربع خریداری شده از نسق مشاعی <box>488 1063 715 1079</box>
signature-name: باقری <box>10 1405 46 1420</box>
page-number: ۵ <box>14 30 32 63</box>
classified-ad: برگ سبز خودرو رانا پلاس مدل ۱۳۹۸ رنگ سفید به شماره انتظامی ۱۲۲ و ۳۸ ایران ۶۱ شماره موتور ۱۲۳۴۵۶ شماره شاسی NAAP۰۳EEF۱J۶۳۲۲۲۹ مفقود و از درجه اعتبار ساقط است. <box>489 231 716 254</box>
classified-ad: برگ سبز و سند کمپانی وانت نیسان مدل ۸۸ به شماره پلاک ۹۱۵۸۲۶ ایران ۱۶ به شماره موتور ۵۰۸۴۸۱ و شاسی NAZPL۱۴۰TBM۲۱۷۰۷۵ مفقود گردیده و از درجه اعتبار ساقط است. <box>726 227 953 259</box>
notice-entry: ۸۰-آقای منصور امانی فرزند علی نسبت به ششدانگ قطعه زمین مزروعی از پلاک ۲۴۳۱ واقع در بخش یک ایذه به مساحت ۱۵۴۸/۶۳ مترمربع خریداری شده از مبایعه نامه عادی مع الواسطه <box>14 1022 241 1038</box>
notice-entry: ۲۴-آقای محمد جعفر پور فرزند غلامرضا نسبت به ششدانگ قطعه زمین مزروعی از پلاک ۱۹۶۸ واقع در بخش یک ایذه به مساحت ۱۹۴۷/۶۳ مترمربع خریداری شده از مبایعه نامه عادی <box>488 808 715 824</box>
classified-ad: برگ خودروی سواری پژو پارس به رنگ ۲۰۶ مدل ۱۴ رنگ مشکی به شماره انتظامی ۱۲۵/۶۱۱۱۸ به شماره پلاک NAAM۰۸CA۳CK۴۲۰۰۱ ایران ۱۳ مفقود گردیده و از درجه اعتبار ساقط است. <box>726 354 953 386</box>
publication-first: تاریخ انتشار نوبت اول: یک شنبه ۱۴۰۴/۰۸/۱۱ <box>10 1389 127 1396</box>
classified-ad: برگ سبز سواری سیستم سایپا تیپ ۱۳۱SE مدل ۱۳۹۵ به رنگ سفید روغنی به شماره انتظامی ۴۸۷ق۶۷ ایران ۴۵ به شماره موتور M۱۳/۵۸۹۴۳۱۶ و شماره شاسی NAS۴۱۱۱۰۰G۱۲۵۷۳۴۵ به نام بهنام پورحسن مفقود و از درجه اعتبار ساقط است. <box>251 231 478 263</box>
classified-ad: یک دستگاه موتورسیکلت به شماره موتور NDR۱۲۵۰۵۱۶۵۸۴۶۰ به شماره شاسی NDR۰۰۰۱۱۴B۹۰۷۹۰۹۹ به شماره پلاک ۴۹۹-۲۱۶۰۹ مفقود گردیده و از درجه اعتبار ساقط است. <box>489 113 716 145</box>
notice-entry: ۵۰-آقای رستم نوروزی فرزند حسن نسبت به ششدانگ قطعه زمین مزروعی از پلاک ۲۰۴۸ واقع در بخش یک ایذه به مساحت ۱۷۳۵/۶۷ مترمربع خریداری شده از مبایعه نامه عادی مع الواسطه <box>251 869 478 885</box>
notice-entry: ۹-آقای بهروز عالی پور فرزند حسین نسبت به ششدانگ قطعه زمین مزروعی از پلاک ۲۸۹ واقع در بخش یک ایذه به مساحت ۲۲۴۷/۳۶ مترمربع خریداری شده از مبایعه نامه عادی <box>725 1007 953 1022</box>
notice-entry: ۱۷-خانم نرگس جعفری فرزند اکبر نسبت به ششدانگ قطعه زمین مزروعی از پلاک ۲۸۹ واقع در بخش یک ایذه به مساحت ۲۴۳۲/۱۸ مترمربع خریداری شده از مبایعه نامه عادی <box>725 1164 952 1179</box>
notice-entry: ۱۴-خانم سمیه کریمیان فرزند حسن نسبت به ششدانگ قطعه زمین مزروعی از پلاک ۱۳۶ واقع در بخش یک ایذه به مساحت ۱۲۹۸/۷۶ مترمربع خریداری شده از نسق مشاعی <box>725 1105 952 1120</box>
notice-entry: ۷۲-خانم پروانه امانی فرزند روزعلی نسبت به ششدانگ قطعه زمین مزروعی از پلاک ۲۴۳۱ واقع در بخش یک ایذه به مساحت ۲۵۶۸/۴۵ مترمربع خریداری شده از سهم مشاعی <box>14 865 241 881</box>
notice-entry: ۲۶-آقای فرهاد نجفی فرزند رمضان نسبت به ششدانگ قطعه زمین مزروعی از پلاک ۱۹۶۸ واقع در بخش یک ایذه به مساحت ۱۶۳۵/۹۴ مترمربع خریداری شده از مبایعه نامه عادی مع الواسطه <box>488 847 715 863</box>
classified-ad: سند و کارت مالکیت خودروی سواری سیستم پژو تیپ ۲۰۶ مدل ۱۳۹۱ به رنگ سفید روغنی به شماره انتظامی ۳۳۱ط۱۷ ایران ۷۲ به شماره موتور ۱۶۳B۰۱۲۳۴۵۶ و شماره شاسی NAAP۰۳ED۰CJ۱۲۳۴۵۶ مفقود گردیده است. <box>251 263 478 295</box>
ads-column-3 <box>245 79 483 618</box>
notice-entry: ۳۶-آقای عبدالله رشیدی فرزند خدا نسبت به ششدانگ قطعه زمین مزروعی از پلاک ۱۹۶۸ واقع در بخش یک ایذه به مساحت ۱۶۷۲/۹۰ مترمربع خریداری شده از مبایعه نامه عادی <box>488 1044 715 1059</box>
notice-entry: ۷۸-خانم فاطمه امانی فرزند صفر نسبت به ششدانگ قطعه زمین مزروعی از پلاک ۲۴۳۱ واقع در بخش یک ایذه به مساحت ۱۸۶۴/۲۷ مترمربع خریداری شده از سهم مشاعی <box>14 983 241 998</box>
classified-ad: کارت پلاک و برگ سبز خودروی رانیاد Z۲۴NI به رنگ آبی مدل ۱۳۹۴ به شماره موتور M۲۴۸۸۵۶۳۶M به شماره شاسی NAZPL۱۴۰TN-۰۶۶۲۶۴۹ به نام حسین دلیری به شماره انتظامی ۴۲۷ن۵۶ ایران ۹۵ به علت سهل انگاری مفقود گردیده و از درجه اعتبار ساقط است. <box>726 81 953 113</box>
notice-column-2 <box>483 728 720 1397</box>
notice-entry: ۶۵-آقای سیاوش براتی فرزند مراد نسبت به ششدانگ قطعه زمین مزروعی از پلاک ۲۰۵۲ واقع در بخش یک ایذه به مساحت ۲۵۳۷/۶۶ مترمربع خریداری شده از مبایعه نامه عادی مع الواسطه <box>251 1164 478 1179</box>
square-bullet-icon <box>100 39 104 43</box>
